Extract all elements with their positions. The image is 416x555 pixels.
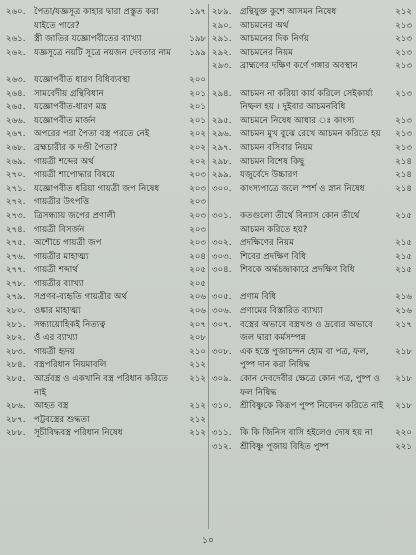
entry-title: গায়ত্রী হৃদয় [34,346,75,357]
entry-title: গায়ত্রী শাপোদ্ধার বিষয়ে [34,170,115,181]
toc-entry [6,278,206,292]
toc-entry [6,427,206,441]
entry-title: সামবেদীয় গ্রন্থিবিধান [34,88,104,99]
toc-entry [6,305,206,319]
entry-page: ২১৬ [395,306,412,317]
toc-entry [212,47,412,61]
entry-title: আচমন মুখ বুঝে রেখে আচমন করিতে হয় [240,129,381,140]
entry-title: গায়ত্রী শব্দার্থ [34,265,78,276]
entry-page: ২০৩ [189,170,206,181]
entry-title: ওঙ্কার মাহাত্ম্য [34,306,81,317]
entry-page: ২২০ [395,428,412,439]
entry-title: পৈতা/যজ্ঞসূত্র কাহার দ্বারা প্রস্তুত করা যাইতে পারে? [34,7,159,31]
entry-title: প্রণাম বিধি [240,292,277,303]
entry-number: ২৬৯. [6,156,26,167]
entry-page: ২০৬ [189,292,206,303]
toc-entry [6,183,206,197]
entry-title: আচমনের নিয়ম [240,47,293,58]
entry-page: ২১২ [395,7,412,17]
entry-number: ২৭২. [6,197,26,208]
toc-entry [212,128,412,142]
entry-number: ৩০৩. [212,251,232,262]
toc-entry [6,33,206,47]
entry-number: ২৬৩. [6,74,26,85]
entry-page: ২১৮ [395,401,412,412]
entry-title: আচমন বিশেষ কিছু [240,156,305,167]
entry-page: ২১৪ [395,183,412,194]
entry-number: ২৭৬. [6,251,26,262]
entry-number: ২৯৫. [212,115,232,126]
entry-number: ৩১২. [212,442,232,452]
toc-entry [6,414,206,428]
entry-title: স্ত্রী জাতির যজ্ঞোপবীতের ব্যাখ্যা [34,34,142,45]
entry-title: সপ্রণব-ব্যহৃতি গায়ত্রীর অর্থ [34,292,127,303]
toc-entry [212,291,412,305]
entry-title: গায়ত্রীর ব্যাখ্যা [34,278,84,289]
toc-entry [212,346,412,373]
entry-title: আচমন না করিয়া কার্য করিলে সেইকার্য্য নিষ্ফল হয় । দুইবার আচমনবিধি [240,88,373,113]
entry-page: ২০২ [189,142,206,153]
entry-number: ২৬০. [6,7,26,17]
toc-entry [212,142,412,156]
entry-number: ২৭১. [6,183,26,194]
entry-title: কোন দেবদেবীর ক্ষেত্রে কোন পত্র, পুষ্প ও ফল নিষিদ্ধ [240,374,380,398]
entry-page: ২১৩ [395,88,412,99]
toc-entry [212,319,412,346]
entry-page: ২০৩ [189,238,206,249]
toc-entry [212,237,412,251]
entry-number: ২৮১. [6,319,26,330]
entry-number: ২৮৭. [6,414,26,425]
toc-entry [212,441,412,455]
entry-number: ২৭০. [6,170,26,181]
toc-entry [6,264,206,278]
entry-number: ২৮৬. [6,401,26,412]
entry-page: ২১৫ [395,210,412,221]
entry-page: ২১৬ [395,292,412,303]
entry-title: যজ্ঞোপবীত-ধারণ মন্ত্র [34,102,107,113]
toc-entry [212,169,412,183]
entry-title: আচমনে নিষেধ আধার ঃ কাংস্য [240,115,355,126]
toc-entry [6,237,206,251]
entry-title: আহত বস্ত্র [34,401,69,412]
entry-number: ৩১১. [212,428,232,439]
entry-title: ত্রিসন্ধ্যায় জপের প্রণালী [34,210,116,221]
entry-page: ২১২ [189,360,206,371]
toc-left-column [6,6,206,441]
entry-number: ৩০৯. [212,374,232,385]
entry-page: ২০৩ [189,197,206,208]
entry-title: যজ্ঞোপবীত ধরিয়া গায়ত্রী জপ নিষেধ [34,183,160,194]
toc-entry [212,427,412,441]
entry-title: প্রণামের বিস্তারিত ব্যাখ্যা [240,306,323,317]
entry-title: গায়ত্রী বিসর্জন [34,224,85,235]
toc-entry [6,128,206,142]
entry-page: ২১৪ [395,170,412,181]
toc-entry [6,169,206,183]
entry-title: আচমন বসিবার নিয়ম [240,142,313,153]
toc-entry [212,60,412,87]
entry-number: ৩০০. [212,183,232,194]
entry-page: ২১৭ [395,319,412,330]
toc-entry [212,251,412,265]
toc-entry [6,319,206,333]
entry-title: শিবকে অর্দ্ধচন্দ্রাকারে প্রদক্ষিণ বিধি [240,265,355,276]
entry-page: ২২১ [395,442,412,452]
entry-number: ৩০৪. [212,265,232,276]
entry-number: ৩০৭. [212,319,232,330]
toc-entry [6,359,206,373]
entry-page: ২১৩ [395,47,412,58]
entry-number: ২৮০. [6,306,26,317]
entry-page: ২১২ [189,401,206,412]
entry-title: আচমনের দিক নির্ণয় [240,34,310,45]
toc-entry [6,400,206,414]
entry-title: কতগুলো তীর্থে বিন্যাস কোন তীর্থে আচমন করিতে হয়? [240,210,360,235]
entry-title: অপরের পরা পৈতা বস্ত্র পরতে নেই [34,129,150,140]
entry-title: আচমনের অর্থ [240,20,289,31]
toc-entry [212,156,412,170]
entry-page: ২০৮ [189,333,206,344]
entry-page: ২০৩ [189,210,206,221]
entry-title: এক হস্তে পুজাচন্দন হোম বা পত্র, ফল, পুষ্প দান করা নিষিদ্ধ [240,346,369,371]
entry-number: ৩০৫. [212,292,232,303]
toc-entry [6,101,206,115]
entry-page: ২০৫ [189,278,206,289]
toc-entry [212,88,412,115]
toc-entry [212,183,412,210]
entry-title: সন্ধ্যায়োহিকই নিত্যত্ব [34,319,106,330]
entry-number: ২৯১. [212,34,232,45]
entry-page: ২১৮ [395,346,412,357]
entry-page: ২০৩ [189,183,206,194]
entry-number: ২৬৫. [6,102,26,113]
entry-title: যজ্ঞোপবীত ধারণ বিধিব্যবস্থা [34,74,131,85]
entry-page: ২১৫ [395,251,412,262]
entry-number: ২৮৮. [6,428,26,439]
entry-title: যজ্ঞসূত্রে নয়টি সূত্রে নয়জন দেবতার নাম [34,47,171,58]
toc-entry [6,346,206,360]
toc-entry [6,47,206,74]
entry-number: ২৮৯. [212,7,232,17]
entry-page: ২১২ [189,374,206,385]
entry-page: ১৯৯ [189,47,206,58]
entry-page: ২১০ [189,346,206,357]
entry-number: ২৮৫. [6,374,26,385]
entry-page: ২০০ [189,74,206,85]
entry-title: ওঁ এর ব্যাখ্যা [34,333,78,344]
toc-entry [212,210,412,237]
entry-number: ২৯৪. [212,88,232,99]
entry-title: গায়ত্রীর মাহাত্ম্য [34,251,89,262]
entry-page: ২০২ [189,129,206,140]
entry-page: ১৯৮ [189,34,206,45]
toc-entry [6,6,206,33]
column-divider [208,4,209,529]
entry-title: ব্রাহ্মণের দক্ষিণ কর্ণে গঙ্গার অবস্থান [240,61,358,72]
entry-page: ১৯৭ [189,7,206,17]
entry-number: ৩০৮. [212,346,232,357]
entry-title: অশৌচে গায়ত্রী জপ [34,238,102,249]
entry-page: ২০৪ [189,251,206,262]
entry-title: গ্রন্থিযুক্ত কুশে আসমন নিষেধ [240,7,337,17]
entry-number: ২৬২. [6,47,26,58]
entry-number: ৩১০. [212,401,232,412]
entry-number: ২৯৩. [212,61,232,72]
entry-number: ২৬৮. [6,142,26,153]
entry-title: শ্রীবিষ্ণুকে কিরূপ পুষ্প নিবেদন করিতে নাই [240,401,384,412]
entry-number: ২৮২. [6,333,26,344]
entry-page: ২১৩ [395,115,412,126]
entry-number: ২৮৪. [6,360,26,371]
entry-number: ২৯২. [212,47,232,58]
entry-number: ২৬৭. [6,129,26,140]
toc-entry [212,373,412,400]
toc-entry [212,305,412,319]
entry-page: ২১৫ [395,265,412,276]
entry-number: ২৮৩. [6,346,26,357]
entry-title: ব্রহ্মচারীর ক দণ্ডী পৈতা? [34,142,118,153]
entry-title: যজুর্বেদে উচ্চারণ [240,170,298,181]
entry-page: ২০৫ [189,265,206,276]
entry-page: ২০২ [189,156,206,167]
toc-entry [212,264,412,291]
toc-entry [6,373,206,400]
entry-title: কি কি জিনিস বাসি হইলেও দোষ হয় না [240,428,373,439]
toc-entry [212,400,412,427]
toc-entry [212,6,412,20]
entry-number: ২৬৪. [6,88,26,99]
toc-entry [6,332,206,346]
entry-title: গায়ত্রীর উৎপত্তি [34,197,90,208]
entry-number: ৩০৬. [212,306,232,317]
entry-title: বস্ত্রপরিধান নিয়মাবলি [34,360,107,371]
entry-page: ২১৩ [395,142,412,153]
toc-entry [212,33,412,47]
entry-number: ২৯০. [212,20,232,31]
entry-page: ২১৪ [395,156,412,167]
entry-page: ২১৩ [395,129,412,140]
entry-page: ২১৩ [395,34,412,45]
entry-page: ২০১ [189,115,206,126]
toc-entry [212,20,412,34]
entry-title: গায়ত্রী শব্দের অর্থ [34,156,94,167]
entry-title: সূচীবিদ্ধবস্ত্র পরিধান নিষেধ [34,428,123,439]
entry-number: ২৭৯. [6,292,26,303]
toc-entry [6,224,206,238]
entry-number: ২৬১. [6,34,26,45]
entry-title: শিবের প্রদক্ষিণ বিধি [240,251,307,262]
entry-number: ৩০২. [212,238,232,249]
entry-page: ২০১ [189,88,206,99]
toc-right-column [212,6,412,455]
entry-number: ২৭৮. [6,278,26,289]
toc-entry [6,210,206,224]
entry-title: শ্রীবিষ্ণু পূজায় বিহিত পুষ্প [240,442,329,452]
entry-page: ২০৭ [189,319,206,330]
entry-number: ২৯৯. [212,170,232,181]
entry-number: ২৭৫. [6,238,26,249]
toc-entry [6,142,206,156]
page-number: ১০ [202,536,214,546]
entry-number: ২৭৪. [6,224,26,235]
entry-number: ২৯৭. [212,142,232,153]
toc-entry [212,115,412,129]
entry-title: প্রদক্ষিণের নিয়ম [240,238,294,249]
toc-entry [6,115,206,129]
toc-entry [6,74,206,88]
entry-page: ২১৩ [395,61,412,72]
toc-entry [6,251,206,265]
entry-page: ২১৮ [395,374,412,385]
entry-page: ২১৩ [395,20,412,31]
entry-number: ২৭৭. [6,265,26,276]
entry-page: ২১২ [189,414,206,425]
toc-entry [6,88,206,102]
toc-entry [6,156,206,170]
entry-title: যজ্ঞোপবীত মার্জন [34,115,96,126]
entry-number: ২৭৩. [6,210,26,221]
entry-page: ২০১ [189,102,206,113]
entry-page: ২০৬ [189,306,206,317]
entry-number: ২৯৮. [212,156,232,167]
entry-title: পট্টবস্ত্রের শুদ্ধতা [34,414,90,425]
entry-title: বস্ত্রের অভাবে বস্ত্রখণ্ড ও দ্রব্যের অভাবে জল দ্বারা কর্মসম্পন্ন [240,319,373,344]
entry-number: ২৬৬. [6,115,26,126]
entry-page: ২০৩ [189,224,206,235]
entry-title: কাংস্যপাত্রে জলে স্পর্শ ও স্নান নিষেধ [240,183,365,194]
entry-number: ২৯৬. [212,129,232,140]
entry-page: ২১৫ [395,238,412,249]
entry-number: ৩০১. [212,210,232,221]
toc-entry [6,196,206,210]
toc-entry [6,291,206,305]
entry-title: আর্দ্রবস্ত্র ও একখানি বস্ত্র পরিধান করিতে নাই [34,374,168,398]
entry-page: ২১২ [189,428,206,439]
